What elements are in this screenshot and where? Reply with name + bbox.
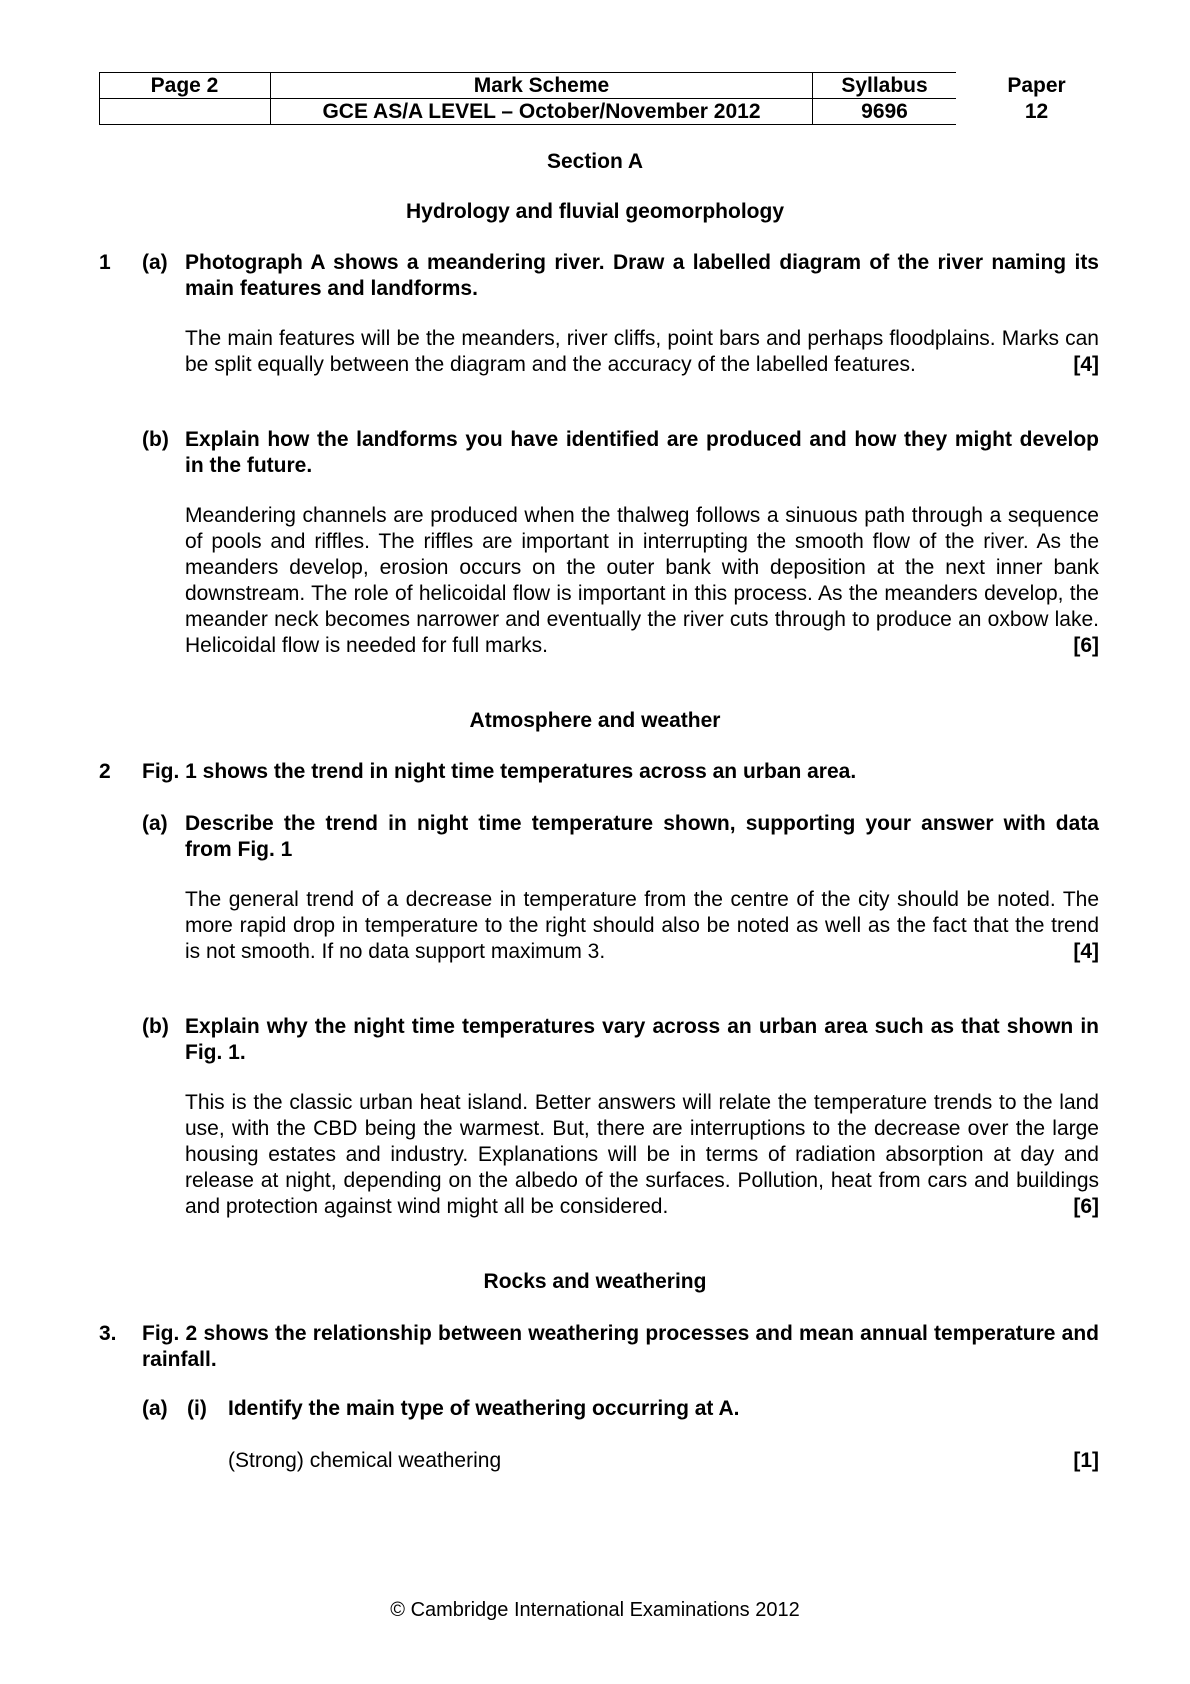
syllabus-label: Syllabus bbox=[841, 74, 928, 97]
q1a-marks: [4] bbox=[1065, 352, 1099, 378]
q2b-label: (b) bbox=[142, 1015, 169, 1038]
header-table bbox=[99, 72, 1117, 125]
q1a-question: Photograph A shows a meandering river. Draw a labelled diagram of the river naming its main features and landforms. bbox=[185, 251, 1099, 300]
q3ai-answer bbox=[228, 1448, 1099, 1474]
topic-hydrology: Hydrology and fluvial geomorphology bbox=[405, 200, 785, 223]
q2-number: 2 bbox=[99, 760, 111, 783]
syllabus-code: 9696 bbox=[861, 100, 908, 123]
q3-stem: Fig. 2 shows the relationship between weathering processes and mean annual temperature and rainfall. bbox=[142, 1322, 1099, 1371]
q3a-label: (a) bbox=[142, 1397, 168, 1420]
q3ai-answer-text: (Strong) chemical weathering bbox=[228, 1449, 502, 1472]
section-title: Section A bbox=[546, 150, 644, 173]
q1a-label: (a) bbox=[142, 251, 168, 274]
exam-session: GCE AS/A LEVEL – October/November 2012 bbox=[322, 100, 761, 123]
q1b-question: Explain how the landforms you have identified are produced and how they might develop in the future. bbox=[185, 428, 1099, 477]
q1-number: 1 bbox=[99, 251, 111, 274]
q3-number: 3. bbox=[99, 1322, 117, 1345]
q1b-marks: [6] bbox=[1065, 633, 1099, 659]
q2b-question: Explain why the night time temperatures vary across an urban area such as that shown in Fig. 1. bbox=[185, 1015, 1099, 1064]
q1a-answer bbox=[185, 326, 1099, 378]
q2-stem: Fig. 1 shows the trend in night time temperatures across an urban area. bbox=[142, 760, 857, 783]
q1b-answer-text: Meandering channels are produced when the thalweg follows a sinuous path through a sequence of pools and riffles. The riffles are important in interrupting the smooth flow of the river. As the meanders develop, erosion occurs on the outer bank with deposition at the next inner bank downstream. The role of helicoidal flow is important in this process. As the meanders develop, the meander neck becomes narrower and eventually the river cuts through to produce an oxbow lake. Helicoidal flow is needed for full marks. bbox=[185, 504, 1099, 657]
q2b-answer bbox=[185, 1090, 1099, 1220]
q3ai-label: (i) bbox=[187, 1397, 207, 1420]
q2a-answer bbox=[185, 887, 1099, 965]
q2a-answer-text: The general trend of a decrease in temperature from the centre of the city should be noted. The more rapid drop in temperature to the right should also be noted as well as the fact that the trend is not smooth. If no data support maximum 3. bbox=[185, 888, 1099, 963]
topic-atmosphere: Atmosphere and weather bbox=[469, 709, 721, 732]
q3ai-question: Identify the main type of weathering occurring at A. bbox=[228, 1397, 740, 1420]
q2a-marks: [4] bbox=[1065, 939, 1099, 965]
q1b-label: (b) bbox=[142, 428, 169, 451]
q2a-question: Describe the trend in night time temperature shown, supporting your answer with data from Fig. 1 bbox=[185, 812, 1099, 861]
page-label: Page 2 bbox=[150, 74, 219, 97]
q2b-answer-text: This is the classic urban heat island. Better answers will relate the temperature trends to the land use, with the CBD being the warmest. But, there are interruptions to the decrease over the large housing estates and industry. Explanations will be in terms of radiation absorption at day and release at night, depending on the albedo of the surfaces. Pollution, heat from cars and buildings and protection against wind might all be considered. bbox=[185, 1091, 1099, 1218]
q2a-label: (a) bbox=[142, 812, 168, 835]
q2b-marks: [6] bbox=[1065, 1194, 1099, 1220]
q1b-answer bbox=[185, 503, 1099, 659]
topic-rocks: Rocks and weathering bbox=[483, 1270, 707, 1293]
q3ai-marks: [1] bbox=[1065, 1448, 1099, 1474]
paper-label: Paper bbox=[1007, 74, 1066, 97]
paper-number: 12 bbox=[1024, 100, 1049, 123]
document-title: Mark Scheme bbox=[473, 74, 610, 97]
footer-copyright: © Cambridge International Examinations 2012 bbox=[390, 1599, 800, 1621]
q1a-answer-text: The main features will be the meanders, river cliffs, point bars and perhaps floodplains. Marks can be split equally between the diagram and the accuracy of the labelled features. bbox=[185, 327, 1099, 376]
